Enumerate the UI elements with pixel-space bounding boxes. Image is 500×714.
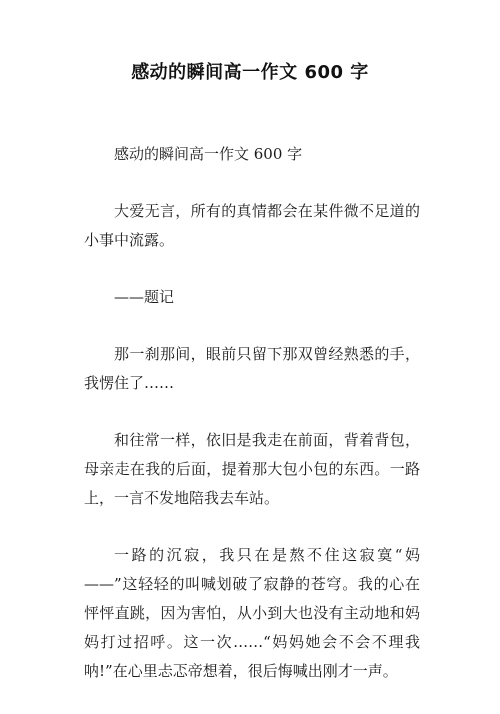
- paragraph-epigraph-note: ——题记: [114, 288, 175, 306]
- document-title: 感动的瞬间高一作文 600 字: [131, 62, 369, 83]
- document-body: [84, 140, 420, 714]
- paragraph-subtitle: 感动的瞬间高一作文 600 字: [114, 145, 303, 163]
- paragraph-intro: 大爱无言，所有的真情都会在某件微不足道的小事中流露。: [84, 202, 420, 249]
- paragraph: 和往常一样，依旧是我走在前面，背着背包，母亲走在我的后面，提着那大包小包的东西。一路上，一言不发地陪我去车站。: [84, 431, 420, 507]
- paragraph: 那一刹那间，眼前只留下那双曾经熟悉的手，我愣住了……: [84, 345, 420, 392]
- paragraph: 一路的沉寂，我只在是熬不住这寂寞“妈——”这轻轻的叫喊划破了寂静的苍穹。我的心在怦怦直跳，因为害怕，从小到大也没有主动地和妈妈打过招呼。这一次……“妈妈她会不会不理我呐!”在心里忐忑帝想着，很后悔喊出刚才一声。: [84, 546, 420, 680]
